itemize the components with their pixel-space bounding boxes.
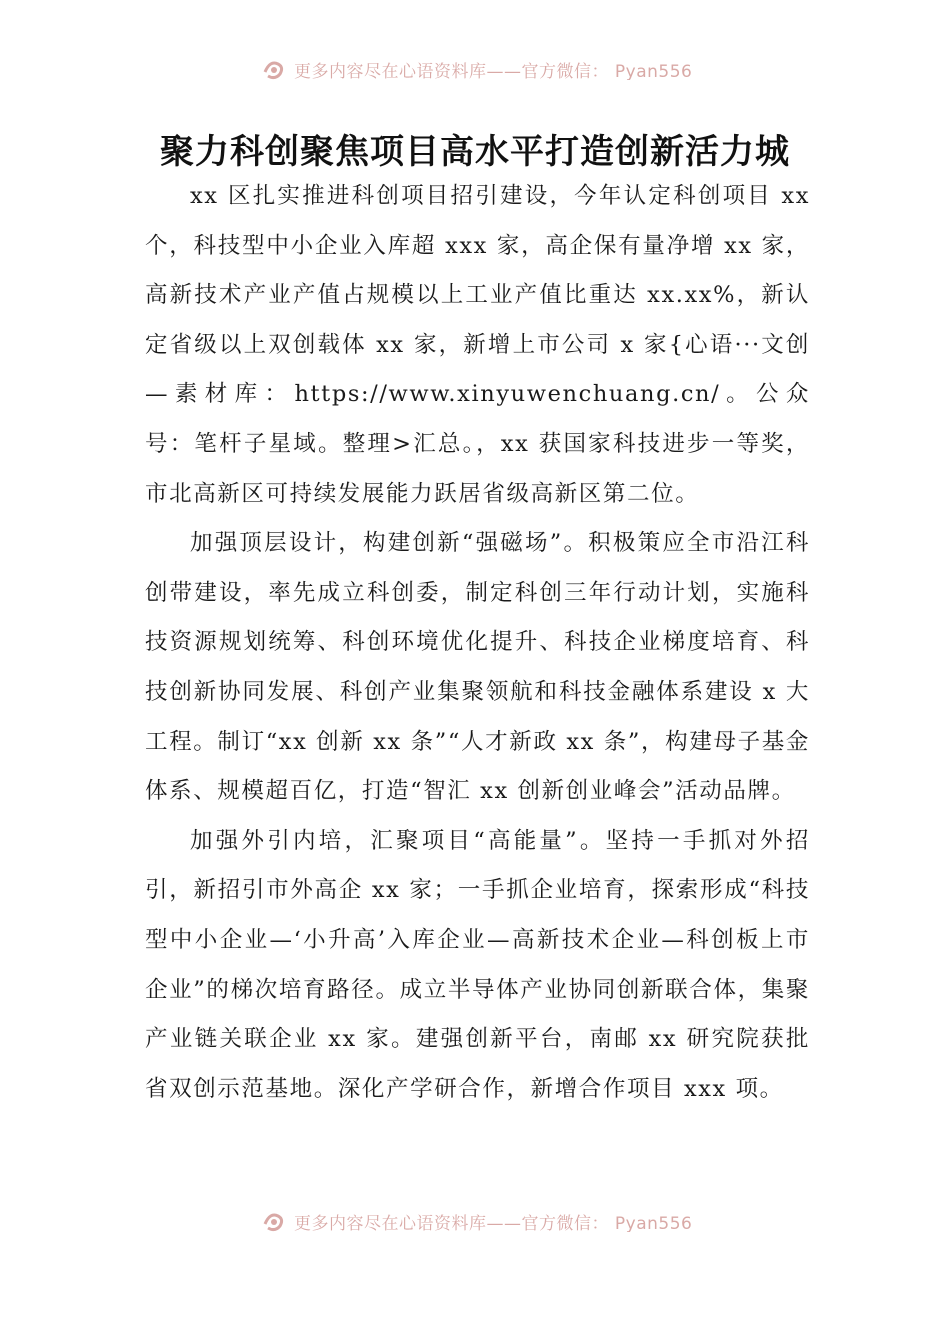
watermark-logo-icon (262, 1210, 288, 1232)
watermark-logo-icon (262, 58, 288, 80)
paragraph-3: 加强外引内培，汇聚项目“高能量”。坚持一手抓对外招引，新招引市外高企 xx 家；一手抓企业培育，探索形成“科技型中小企业—‘小升高’入库企业—高新技术企业—科创板上市企业”的梯次培育路径。成立半导体产业协同创新联合体，集聚产业链关联企业 xx 家。建强创新平台，南邮 xx 研究院获批省双创示范基地。深化产学研合作，新增合作项目 xxx 项。 (145, 827, 810, 1102)
watermark-footer (262, 1210, 742, 1232)
paragraph-1: xx 区扎实推进科创项目招引建设，今年认定科创项目 xx 个，科技型中小企业入库超 xxx 家，高企保有量净增 xx 家，高新技术产业产值占规模以上工业产值比重达 xx.xx%，新认定省级以上双创载体 xx 家，新增上市公司 x 家{心语···文创—素材库：https://www.xinyuwenchuang.cn/。公众号：笔杆子星域。整理>汇总。，xx 获国家科技进步一等奖，市北高新区可持续发展能力跃居省级高新区第二位。 (145, 183, 810, 507)
document-body (145, 172, 810, 1114)
watermark-header (262, 58, 742, 80)
watermark-text: 更多内容尽在心语资料库——官方微信： Pyan556 (294, 61, 693, 80)
watermark-text: 更多内容尽在心语资料库——官方微信： Pyan556 (294, 1213, 693, 1232)
document-title: 聚力科创聚焦项目高水平打造创新活力城 (160, 132, 790, 172)
paragraph-2: 加强顶层设计，构建创新“强磁场”。积极策应全市沿江科创带建设，率先成立科创委，制定科创三年行动计划，实施科技资源规划统筹、科创环境优化提升、科技企业梯度培育、科技创新协同发展、科创产业集聚领航和科技金融体系建设 x 大工程。制订“xx 创新 xx 条”“人才新政 xx 条”，构建母子基金体系、规模超百亿，打造“智汇 xx 创新创业峰会”活动品牌。 (145, 530, 810, 805)
